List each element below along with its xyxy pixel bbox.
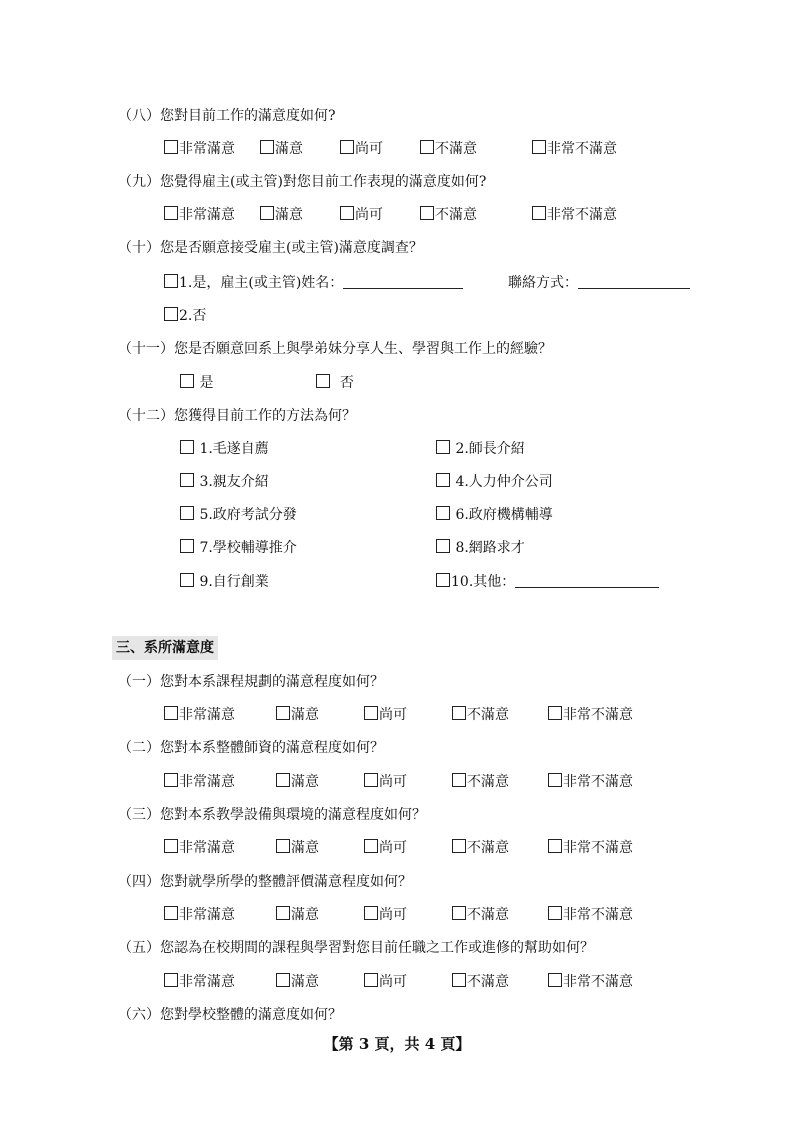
q11-option-no[interactable]: [316, 373, 354, 393]
checkbox[interactable]: [548, 973, 562, 987]
option-label: 7.學校輔導推介: [199, 540, 297, 556]
checkbox[interactable]: [276, 906, 290, 920]
option-label: 滿意: [291, 774, 319, 790]
q8-option-3[interactable]: [340, 139, 383, 159]
checkbox[interactable]: [164, 140, 178, 154]
option-label: 滿意: [291, 907, 319, 923]
option-label: 是: [199, 375, 214, 391]
checkbox[interactable]: [548, 906, 562, 920]
other-method-field[interactable]: [515, 573, 659, 588]
option-label: 尚可: [355, 141, 383, 157]
s3-q3-option-4[interactable]: [452, 838, 509, 858]
checkbox[interactable]: [340, 140, 354, 154]
q9-option-2[interactable]: [260, 205, 303, 225]
option-label: 滿意: [291, 707, 319, 723]
checkbox[interactable]: [364, 906, 378, 920]
checkbox[interactable]: [164, 973, 178, 987]
checkbox[interactable]: [340, 206, 354, 220]
checkbox[interactable]: [164, 307, 178, 321]
checkbox[interactable]: [364, 773, 378, 787]
checkbox[interactable]: [532, 140, 546, 154]
q12-option-1[interactable]: [180, 439, 269, 459]
checkbox[interactable]: [364, 706, 378, 720]
option-label: 非常不滿意: [563, 707, 633, 723]
checkbox[interactable]: [436, 539, 450, 553]
q9-option-5[interactable]: [532, 205, 617, 225]
option-label: 2.師長介紹: [455, 441, 525, 457]
q9-option-1[interactable]: [164, 205, 235, 225]
checkbox[interactable]: [452, 839, 466, 853]
s3-q4-option-4[interactable]: [452, 905, 509, 925]
s3-q2-option-4[interactable]: [452, 772, 509, 792]
section3-question-2: （二）您對本系整體師資的滿意程度如何？: [118, 740, 384, 756]
s3-q3-option-5[interactable]: [548, 838, 633, 858]
option-label: 非常滿意: [179, 974, 235, 990]
checkbox[interactable]: [164, 839, 178, 853]
s3-q4-option-3[interactable]: [364, 905, 407, 925]
section3-question-4: （四）您對就學所學的整體評價滿意程度如何？: [118, 874, 412, 890]
section3-question-3: （三）您對本系教學設備與環境的滿意程度如何？: [118, 807, 426, 823]
s3-q3-option-3[interactable]: [364, 838, 407, 858]
checkbox[interactable]: [364, 839, 378, 853]
s3-q2-option-2[interactable]: [276, 772, 319, 792]
q10-option-no[interactable]: [164, 306, 206, 326]
checkbox[interactable]: [260, 140, 274, 154]
option-label: 非常不滿意: [563, 907, 633, 923]
s3-q1-option-2[interactable]: [276, 705, 319, 725]
option-label: 尚可: [379, 707, 407, 723]
s3-q5-option-4[interactable]: [452, 972, 509, 992]
q9-option-4[interactable]: [420, 205, 477, 225]
option-label: 不滿意: [435, 207, 477, 223]
option-label: 非常滿意: [179, 907, 235, 923]
checkbox[interactable]: [180, 506, 194, 520]
q12-option-6[interactable]: [436, 505, 553, 525]
option-label: 2.否: [179, 308, 207, 324]
section3-question-1: （一）您對本系課程規劃的滿意程度如何？: [118, 674, 384, 690]
contact-method: [508, 273, 690, 293]
checkbox[interactable]: [180, 440, 194, 454]
option-label: 非常滿意: [179, 141, 235, 157]
checkbox[interactable]: [164, 274, 178, 288]
option-label: 非常不滿意: [563, 974, 633, 990]
checkbox[interactable]: [532, 206, 546, 220]
checkbox[interactable]: [180, 374, 194, 388]
s3-q2-option-5[interactable]: [548, 772, 633, 792]
checkbox[interactable]: [164, 206, 178, 220]
q8-option-2[interactable]: [260, 139, 303, 159]
q12-option-5[interactable]: [180, 505, 297, 525]
question-11: （十一）您是否願意回系上與學弟妹分享人生、學習與工作上的經驗？: [118, 341, 552, 357]
s3-q1-option-4[interactable]: [452, 705, 509, 725]
employer-name-field[interactable]: [343, 274, 463, 289]
option-label: 滿意: [291, 840, 319, 856]
option-label: 滿意: [291, 974, 319, 990]
q8-option-1[interactable]: [164, 139, 235, 159]
s3-q2-option-3[interactable]: [364, 772, 407, 792]
checkbox[interactable]: [180, 539, 194, 553]
option-label: 尚可: [379, 974, 407, 990]
option-label: 10.其他：: [451, 574, 516, 590]
checkbox[interactable]: [164, 773, 178, 787]
q12-option-8[interactable]: [436, 538, 525, 558]
option-label: 非常不滿意: [563, 774, 633, 790]
s3-q4-option-2[interactable]: [276, 905, 319, 925]
option-label: 6.政府機構輔導: [455, 507, 553, 523]
checkbox[interactable]: [420, 140, 434, 154]
s3-q5-option-3[interactable]: [364, 972, 407, 992]
option-label: 1.是，雇主(或主管)姓名：: [179, 275, 344, 291]
option-label: 1.毛遂自薦: [199, 441, 269, 457]
option-label: 尚可: [379, 907, 407, 923]
s3-q1-option-1[interactable]: [164, 705, 235, 725]
option-label: 滿意: [275, 141, 303, 157]
q12-option-3[interactable]: [180, 472, 269, 492]
checkbox[interactable]: [164, 906, 178, 920]
s3-q1-option-5[interactable]: [548, 705, 633, 725]
q11-option-yes[interactable]: [180, 373, 213, 393]
q12-option-10[interactable]: [436, 572, 659, 592]
s3-q4-option-5[interactable]: [548, 905, 633, 925]
section3-question-6: （六）您對學校整體的滿意度如何？: [118, 1007, 342, 1023]
q12-option-4[interactable]: [436, 472, 553, 492]
checkbox[interactable]: [276, 973, 290, 987]
q8-option-4[interactable]: [420, 139, 477, 159]
question-12: （十二）您獲得目前工作的方法為何？: [118, 408, 356, 424]
section-title: 三、系所滿意度: [112, 636, 218, 660]
s3-q5-option-2[interactable]: [276, 972, 319, 992]
option-label: 尚可: [379, 840, 407, 856]
option-label: 非常滿意: [179, 774, 235, 790]
section3-question-5: （五）您認為在校期間的課程與學習對您目前任職之工作或進修的幫助如何？: [118, 940, 594, 956]
checkbox[interactable]: [452, 773, 466, 787]
contact-label: 聯絡方式：: [508, 275, 578, 291]
checkbox[interactable]: [452, 973, 466, 987]
option-label: 不滿意: [435, 141, 477, 157]
option-label: 不滿意: [467, 974, 509, 990]
checkbox[interactable]: [548, 706, 562, 720]
checkbox[interactable]: [276, 839, 290, 853]
contact-field[interactable]: [578, 274, 690, 289]
option-label: 尚可: [355, 207, 383, 223]
q12-option-9[interactable]: [180, 572, 269, 592]
checkbox[interactable]: [316, 374, 330, 388]
option-label: 5.政府考試分發: [199, 507, 297, 523]
option-label: 不滿意: [467, 907, 509, 923]
question-9: （九）您覺得雇主(或主管)對您目前工作表現的滿意度如何?: [118, 174, 487, 190]
checkbox[interactable]: [436, 440, 450, 454]
q12-option-2[interactable]: [436, 439, 525, 459]
option-label: 不滿意: [467, 707, 509, 723]
option-label: 滿意: [275, 207, 303, 223]
checkbox[interactable]: [420, 206, 434, 220]
checkbox[interactable]: [260, 206, 274, 220]
checkbox[interactable]: [276, 706, 290, 720]
option-label: 非常滿意: [179, 707, 235, 723]
s3-q3-option-1[interactable]: [164, 838, 235, 858]
option-label: 非常滿意: [179, 840, 235, 856]
checkbox[interactable]: [548, 839, 562, 853]
s3-q2-option-1[interactable]: [164, 772, 235, 792]
q9-option-3[interactable]: [340, 205, 383, 225]
checkbox[interactable]: [452, 706, 466, 720]
s3-q1-option-3[interactable]: [364, 705, 407, 725]
checkbox[interactable]: [164, 706, 178, 720]
checkbox[interactable]: [436, 506, 450, 520]
option-label: 非常不滿意: [563, 840, 633, 856]
option-label: 4.人力仲介公司: [455, 474, 553, 490]
option-label: 非常不滿意: [547, 207, 617, 223]
q8-option-5[interactable]: [532, 139, 617, 159]
option-label: 不滿意: [467, 774, 509, 790]
checkbox[interactable]: [364, 973, 378, 987]
s3-q3-option-2[interactable]: [276, 838, 319, 858]
page-footer: 【第 3 頁，共 4 頁】: [323, 1035, 471, 1053]
q12-option-7[interactable]: [180, 538, 297, 558]
option-label: 9.自行創業: [199, 574, 269, 590]
option-label: 非常滿意: [179, 207, 235, 223]
checkbox[interactable]: [548, 773, 562, 787]
s3-q5-option-5[interactable]: [548, 972, 633, 992]
checkbox[interactable]: [436, 473, 450, 487]
checkbox[interactable]: [452, 906, 466, 920]
checkbox[interactable]: [436, 573, 450, 587]
s3-q4-option-1[interactable]: [164, 905, 235, 925]
q10-option-yes[interactable]: [164, 273, 463, 293]
question-10: （十）您是否願意接受雇主(或主管)滿意度調查？: [118, 240, 423, 256]
checkbox[interactable]: [276, 773, 290, 787]
option-label: 8.網路求才: [455, 540, 525, 556]
option-label: 3.親友介紹: [199, 474, 269, 490]
option-label: 尚可: [379, 774, 407, 790]
s3-q5-option-1[interactable]: [164, 972, 235, 992]
option-label: 否: [339, 375, 354, 391]
option-label: 非常不滿意: [547, 141, 617, 157]
checkbox[interactable]: [180, 573, 194, 587]
option-label: 不滿意: [467, 840, 509, 856]
checkbox[interactable]: [180, 473, 194, 487]
question-8: （八）您對目前工作的滿意度如何?: [118, 108, 336, 124]
